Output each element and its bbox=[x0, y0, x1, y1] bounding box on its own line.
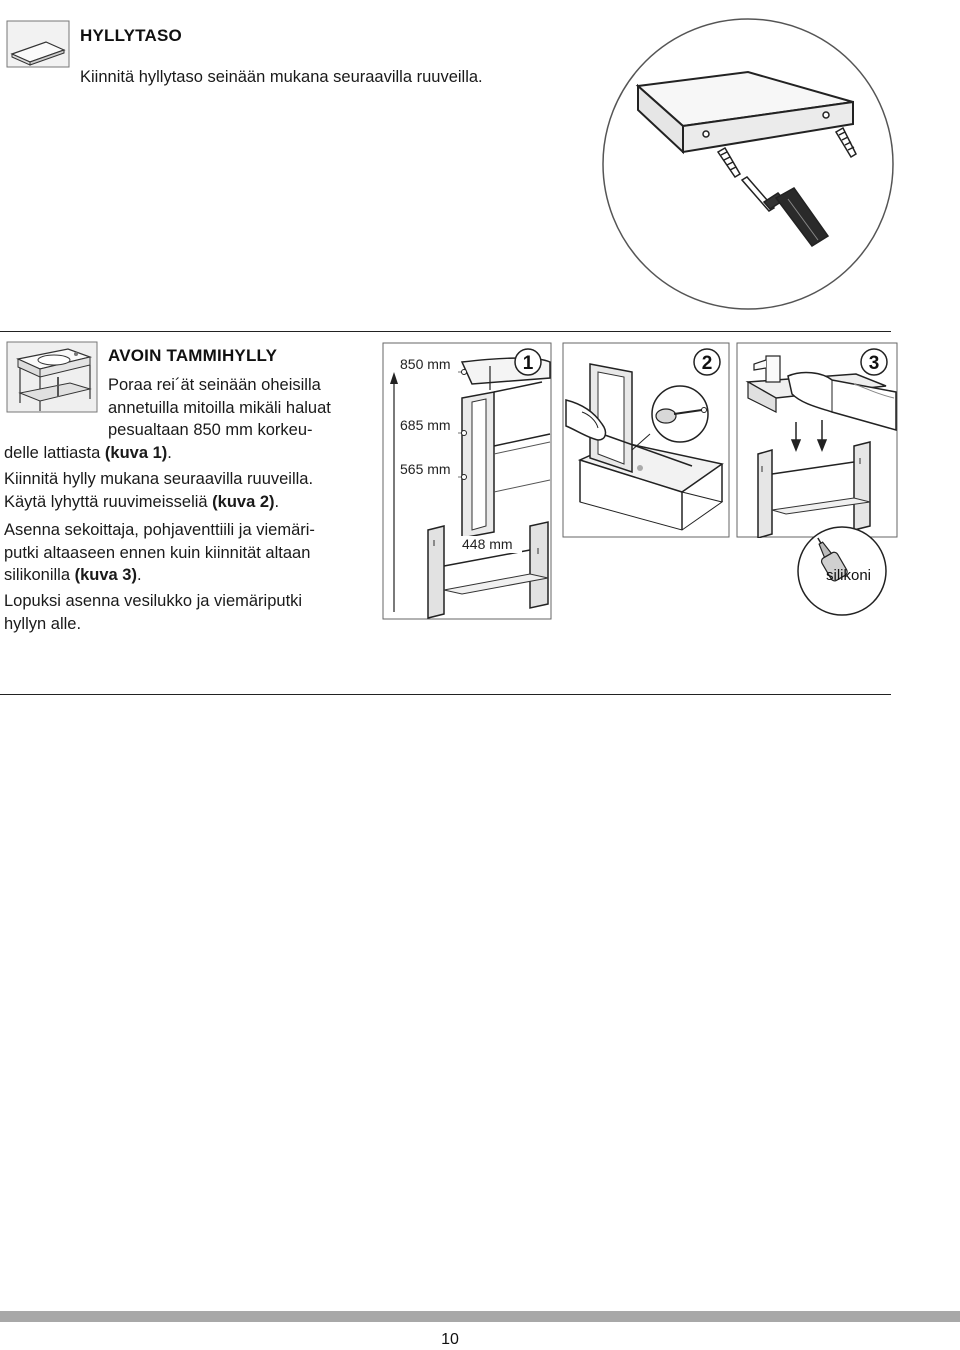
hyllytaso-instruction: Kiinnitä hyllytaso seinään mukana seuraavilla ruuveilla. bbox=[80, 68, 483, 86]
figure-2-frame-assembly bbox=[562, 342, 730, 538]
section-title-avoin-tammihylly: AVOIN TAMMIHYLLY bbox=[108, 346, 278, 365]
para1-line3: pesualtaan 850 mm korkeu- bbox=[108, 421, 313, 439]
para1-line1: Poraa rei´ät seinään oheisilla bbox=[108, 376, 321, 394]
para4-line2: hyllyn alle. bbox=[4, 614, 82, 633]
figure-reference-3: (kuva 3) bbox=[74, 566, 137, 584]
dimension-850mm: 850 mm bbox=[400, 356, 451, 372]
para1-line2: annetuilla mitoilla mikäli haluat bbox=[108, 398, 331, 417]
silikoni-label: silikoni bbox=[826, 567, 872, 584]
footer-bar bbox=[0, 1311, 960, 1322]
section-divider-bottom bbox=[0, 694, 891, 695]
figure-reference-1: (kuva 1) bbox=[104, 443, 168, 462]
dimension-565mm: 565 mm bbox=[400, 461, 451, 477]
figure-1-number: 1 bbox=[522, 353, 534, 374]
para3-line1: Asenna sekoittaja, pohjaventtiili ja viemäri- bbox=[4, 521, 315, 539]
instruction-paragraph-4 bbox=[4, 590, 374, 635]
figure-reference-2: (kuva 2) bbox=[212, 492, 275, 511]
para4-line1: Lopuksi asenna vesilukko ja viemäriputki bbox=[4, 592, 303, 610]
para1-line4-text: delle lattiasta bbox=[4, 443, 105, 462]
figure-2-number: 2 bbox=[701, 353, 713, 374]
para2-line2-suffix: . bbox=[274, 492, 280, 511]
figure-1-dimensions bbox=[382, 342, 552, 622]
para2-line2 bbox=[4, 491, 374, 514]
page-number: 10 bbox=[441, 1331, 459, 1348]
para1-line4-suffix: . bbox=[167, 443, 172, 462]
shelf-mounting-illustration bbox=[598, 14, 898, 314]
para2-line1: Kiinnitä hylly mukana seuraavilla ruuveilla. bbox=[4, 470, 314, 488]
para3-line3-text: silikonilla bbox=[4, 566, 75, 584]
para3-line3 bbox=[4, 564, 374, 587]
dimension-685mm: 685 mm bbox=[400, 417, 451, 433]
para2-line2-text: Käytä lyhyttä ruuvimeisseliä bbox=[4, 492, 213, 511]
section-title-hyllytaso: HYLLYTASO bbox=[80, 26, 182, 45]
dimension-448mm: 448 mm bbox=[462, 536, 513, 552]
para3-line2: putki altaaseen ennen kuin kiinnität altaan bbox=[4, 543, 311, 562]
para1-line4 bbox=[4, 442, 374, 465]
shelf-thumbnail-icon bbox=[6, 20, 70, 68]
silicone-callout bbox=[796, 525, 888, 617]
instruction-paragraph-2 bbox=[4, 468, 374, 513]
figure-3-silicone-assembly bbox=[736, 342, 898, 538]
instruction-paragraph-1 bbox=[4, 374, 374, 464]
figure-3-number: 3 bbox=[868, 353, 880, 374]
para3-line3-suffix: . bbox=[136, 566, 142, 584]
instruction-paragraph-3 bbox=[4, 519, 374, 587]
section-divider-top bbox=[0, 331, 891, 332]
